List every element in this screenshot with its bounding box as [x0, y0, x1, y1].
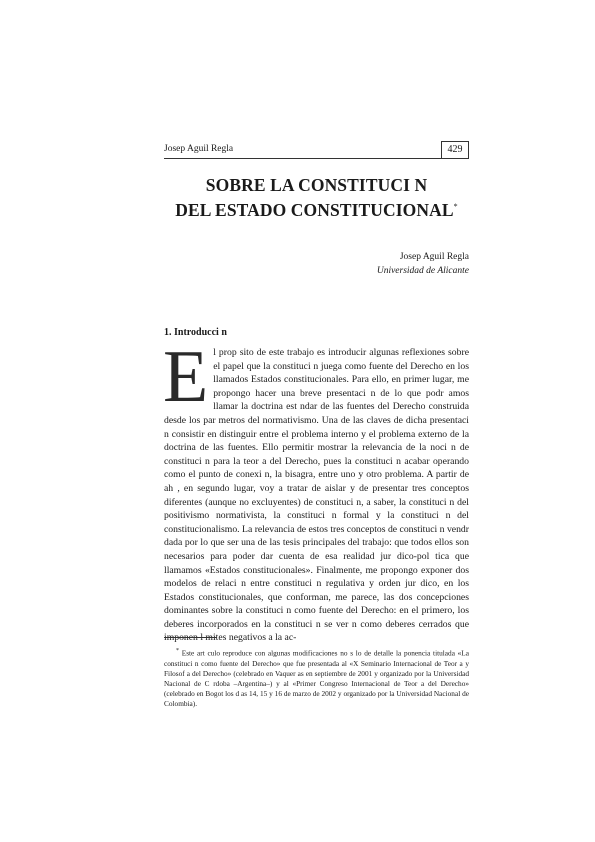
- header-rule: [164, 158, 469, 159]
- footnote-rule: [164, 637, 217, 638]
- byline: [164, 250, 469, 278]
- drop-cap: E: [163, 336, 209, 418]
- footnote-mark: *: [176, 648, 179, 654]
- footnote: [164, 646, 469, 710]
- body-text: l prop sito de este trabajo es introducir algunas reflexiones sobre el papel que la constituci n juega como fuente del Derecho en los llamados Estados constitucionales. Para ello, en primer lugar, me propongo hacer una breve presentaci n de lo que podr amos llamar la doctrina est ndar de las fuentes del Derecho construida desde los par metros del normativismo. Una de las claves de dicha presentaci n consistir en distinguir entre el problema interno y el problema externo de la doctrina de las fuentes. Ello permitir mostrar la relevancia de la noci n de constituci n para la teor a del Derecho, pues la constituci n acabar operando como el punto de conexi n, la bisagra, entre uno y otro problema. A partir de ah , en segundo lugar, voy a tratar de aislar y de presentar tres conceptos diferentes (aunque no excluyentes) de constituci n, a saber, la constituci n del positivismo normativista, la constituci n formal y la constituci n del constitucionalismo. La relevancia de estos tres conceptos de constituci n vendr dada por lo que ser una de las tesis principales del trabajo: que todos ellos son necesarios para poder dar cuenta de esa realidad jur dico-pol tica que llamamos «Estados constitucionales». Finalmente, me propongo exponer dos modelos de relaci n entre constituci n regulativa y orden jur dico, en los Estados constitucionales, que conforman, me parece, las dos concepciones dominantes sobre la constituci n como fuente del Derecho: en el primero, los deberes incorporados en la constituci n se ver n como deberes cerrados que imponen l mites negativos a la ac-: [164, 347, 469, 644]
- byline-institution: Universidad de Alicante: [376, 266, 469, 276]
- byline-author: Josep Aguil Regla: [399, 252, 469, 262]
- title-line-2: [164, 196, 469, 221]
- footnote-text: Este art culo reproduce con algunas modificaciones no s lo de detalle la ponencia titulada «La constituci n como fuente del Derecho» que fue presentada al «X Seminario Internacional de Teor a y Filosof a del Derecho» (celebrado en Vaquer as en septiembre de 2001 y organizado por la Universidad Nacional de C rdoba –Argentina–) y al «Primer Congreso Internacional de Teor a del Derecho» (celebrado en Bogot los d as 14, 15 y 16 de marzo de 2002 y organizado por la Universidad Nacional de Colombia).: [164, 648, 470, 709]
- article-title: [164, 175, 469, 221]
- title-footnote-mark: *: [453, 202, 458, 211]
- section-heading: 1. Introducci n: [164, 327, 227, 338]
- running-author: Josep Aguil Regla: [164, 144, 234, 154]
- title-line-1: SOBRE LA CONSTITUCI N: [205, 175, 428, 195]
- title-line-2-text: DEL ESTADO CONSTITUCIONAL: [175, 199, 454, 220]
- body-paragraph: [163, 336, 469, 645]
- running-header: [164, 141, 469, 159]
- page-number: 429: [441, 141, 469, 159]
